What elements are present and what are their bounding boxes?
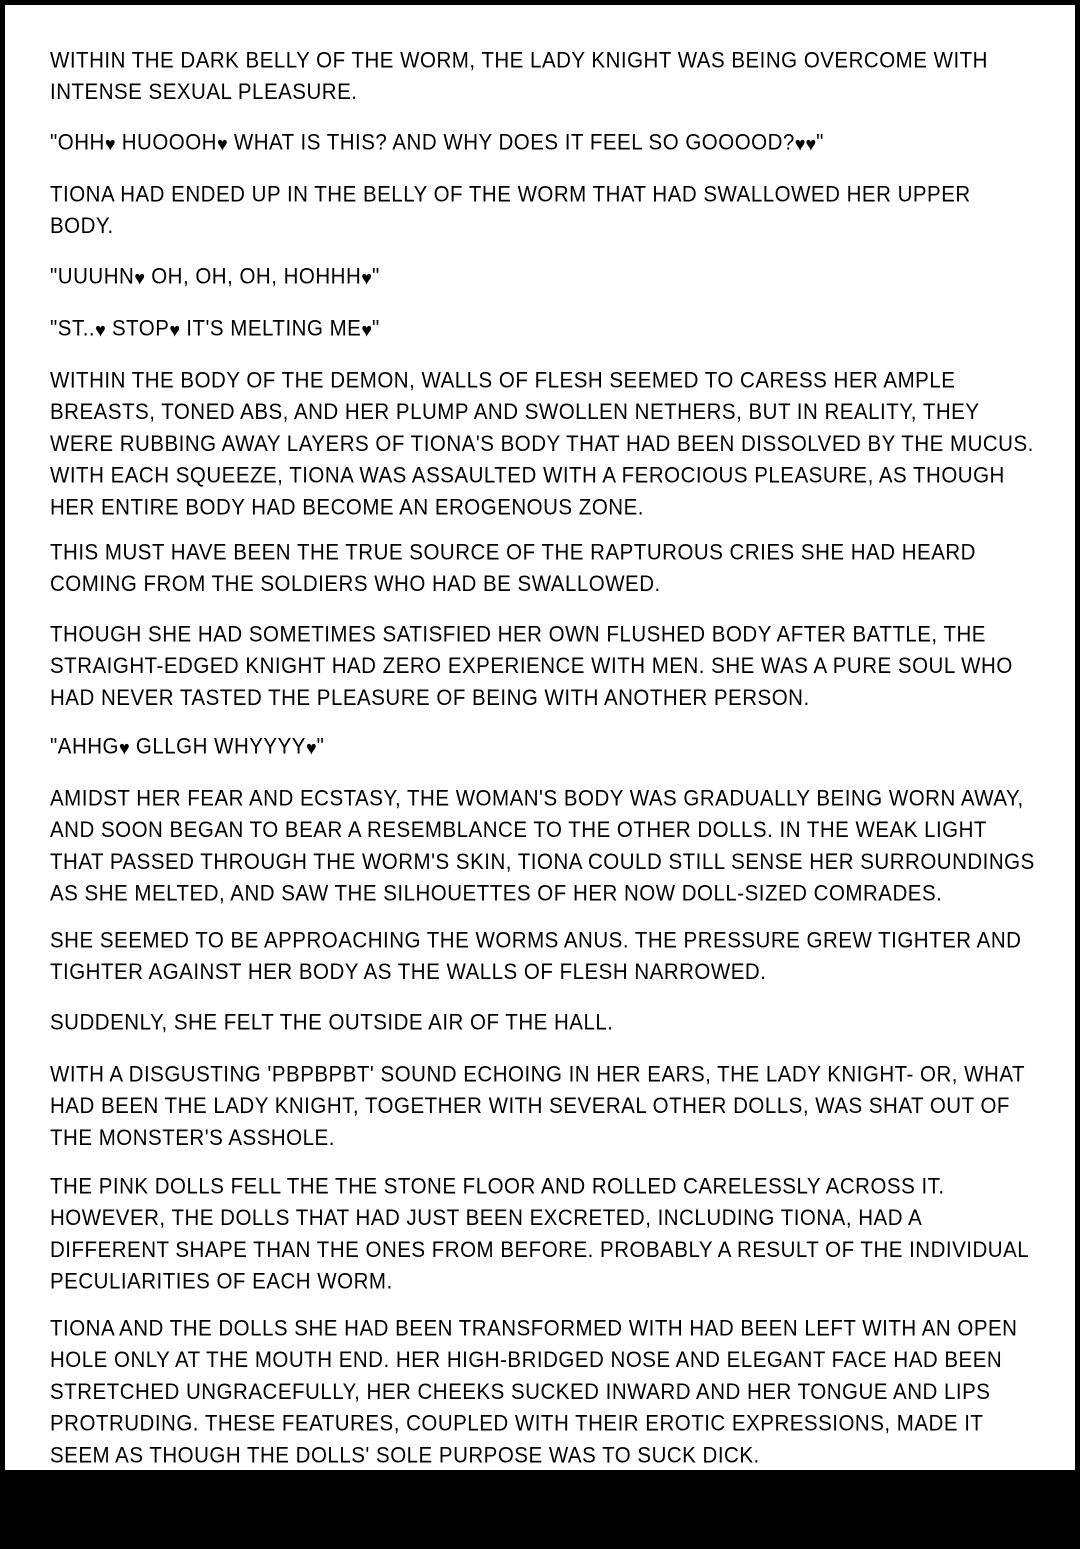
paragraph: WITHIN THE BODY OF THE DEMON, WALLS OF FLESH SEEMED TO CARESS HER AMPLE BREASTS, TONED ABS, AND HER PLUMP AND SWOLLEN NETHERS, BUT IN REALITY, THEY WERE RUBBING AWAY LAYERS OF TIONA'S BODY THAT HAD BEEN DISSOLVED BY THE MUCUS. WITH EACH SQUEEZE, TIONA WAS ASSAULTED WITH A FEROCIOUS PLEASURE, AS THOUGH HER ENTIRE BODY HAD BECOME AN EROGENOUS ZONE.	[50, 368, 1034, 520]
text-body	[50, 45, 1040, 1545]
paragraph: AMIDST HER FEAR AND ECSTASY, THE WOMAN'S BODY WAS GRADUALLY BEING WORN AWAY, AND SOON BEGAN TO BEAR A RESEMBLANCE TO THE OTHER DOLLS. IN THE WEAK LIGHT THAT PASSED THROUGH THE WORM'S SKIN, TIONA COULD STILL SENSE HER SURROUNDINGS AS SHE MELTED, AND SAW THE SILHOUETTES OF HER NOW DOLL-SIZED COMRADES.	[50, 786, 1035, 906]
paragraph: THESE OBJECTS WOULD LATER COME TO BE KNOWN AS "FELAHOLES" [AS IN, FELLATIO HOLES] AMONGST ADVENTURES.	[50, 1488, 971, 1545]
paragraph: THOUGH SHE HAD SOMETIMES SATISFIED HER OWN FLUSHED BODY AFTER BATTLE, THE STRAIGHT-EDGED KNIGHT HAD ZERO EXPERIENCE WITH MEN. SHE WAS A PURE SOUL WHO HAD NEVER TASTED THE PLEASURE OF BEING WITH ANOTHER PERSON.	[50, 622, 1013, 711]
paragraph: SUDDENLY, SHE FELT THE OUTSIDE AIR OF THE HALL.	[50, 1010, 614, 1035]
paragraph: WITH A DISGUSTING 'PBPBPBT' SOUND ECHOING IN HER EARS, THE LADY KNIGHT- OR, WHAT HAD BEEN THE LADY KNIGHT, TOGETHER WITH SEVERAL OTHER DOLLS, WAS SHAT OUT OF THE MONSTER'S ASSHOLE.	[50, 1062, 1025, 1151]
heart-icon: ♥	[216, 133, 228, 155]
heart-icon: ♥	[305, 737, 317, 759]
paragraph: THE PINK DOLLS FELL THE THE STONE FLOOR AND ROLLED CARELESSLY ACROSS IT. HOWEVER, THE DOLLS THAT HAD JUST BEEN EXCRETED, INCLUDING TIONA, HAD A DIFFERENT SHAPE THAN THE ONES FROM BEFORE. PROBABLY A RESULT OF THE INDIVIDUAL PECULIARITIES OF EACH WORM.	[50, 1174, 1029, 1294]
paragraph: THIS MUST HAVE BEEN THE TRUE SOURCE OF THE RAPTUROUS CRIES SHE HAD HEARD COMING FROM THE SOLDIERS WHO HAD BE SWALLOWED.	[50, 540, 976, 597]
heart-icon: ♥	[119, 737, 130, 759]
heart-icon: ♥	[794, 133, 806, 155]
heart-icon: ♥	[104, 133, 116, 155]
paragraph: "AHHG♥ GLLGH WHYYYY♥"	[50, 734, 325, 759]
paragraph: "ST..♥ STOP♥ IT'S MELTING ME♥"	[50, 316, 380, 341]
heart-icon: ♥	[361, 319, 373, 341]
paragraph: TIONA AND THE DOLLS SHE HAD BEEN TRANSFORMED WITH HAD BEEN LEFT WITH AN OPEN HOLE ONLY AT THE MOUTH END. HER HIGH-BRIDGED NOSE AND ELEGANT FACE HAD BEEN STRETCHED UNGRACEFULLY, HER CHEEKS SUCKED INWARD AND HER TONGUE AND LIPS PROTRUDING. THESE FEATURES, COUPLED WITH THEIR EROTIC EXPRESSIONS, MADE IT SEEM AS THOUGH THE DOLLS' SOLE PURPOSE WAS TO SUCK DICK.	[50, 1316, 1018, 1468]
paragraph: WITHIN THE DARK BELLY OF THE WORM, THE LADY KNIGHT WAS BEING OVERCOME WITH INTENSE SEXUAL PLEASURE.	[50, 48, 988, 105]
heart-icon: ♥	[805, 133, 817, 155]
paragraph: "UUUHN♥ OH, OH, OH, HOHHH♥"	[50, 264, 380, 289]
paragraph: SHE SEEMED TO BE APPROACHING THE WORMS ANUS. THE PRESSURE GREW TIGHTER AND TIGHTER AGAINST HER BODY AS THE WALLS OF FLESH NARROWED.	[50, 928, 1022, 985]
heart-icon: ♥	[169, 319, 181, 341]
heart-icon: ♥	[134, 267, 145, 289]
paragraph: "OHH♥ HUOOOH♥ WHAT IS THIS? AND WHY DOES IT FEEL SO GOOOOD?♥♥"	[50, 130, 824, 155]
paragraph: TIONA HAD ENDED UP IN THE BELLY OF THE WORM THAT HAD SWALLOWED HER UPPER BODY.	[50, 182, 971, 239]
heart-icon: ♥	[95, 319, 106, 341]
heart-icon: ♥	[361, 267, 372, 289]
